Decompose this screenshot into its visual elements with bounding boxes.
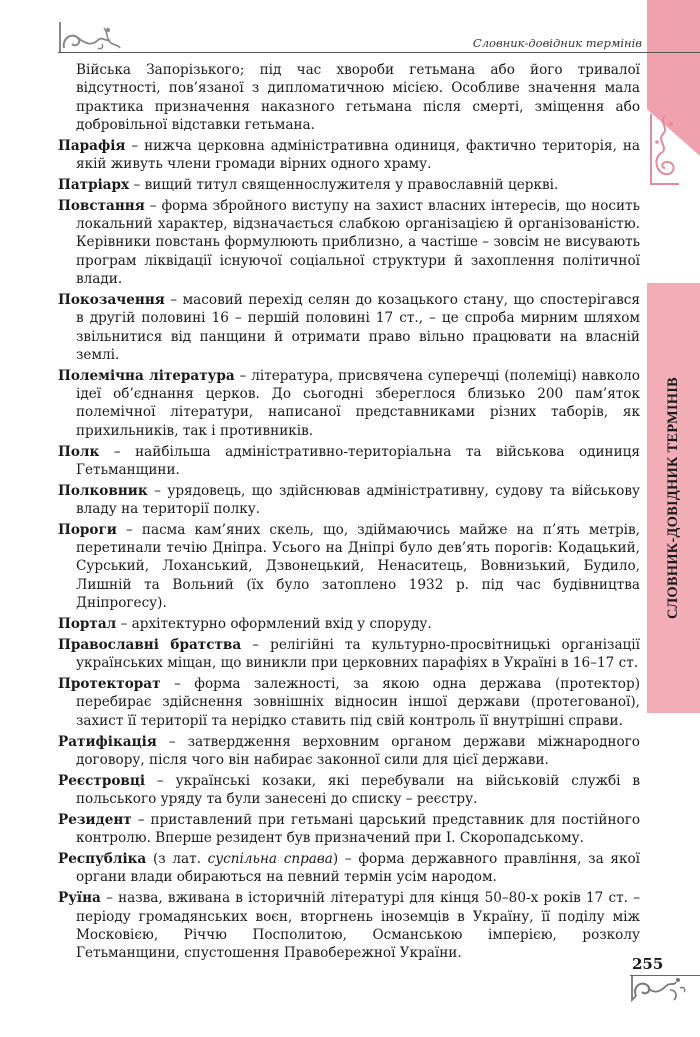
entry-term: Пороги bbox=[58, 521, 117, 538]
entry-definition: – найбільша адміністративно-територіальна та військова одиниця Гетьманщини. bbox=[76, 443, 640, 478]
glossary-entry-continuation bbox=[58, 61, 640, 134]
entry-definition: – масовий перехід селян до козацького стану, що спостерігався в другій половині 16 – першій половині 17 ст., – це спроба мирним шляхом звільнитися від панщини й отримати право вільно працювати на власній землі. bbox=[76, 291, 640, 363]
entry-definition: Війська Запорізького; під час хвороби гетьмана або його тривалої відсутності, пов’язаної з дипломатичною місією. Особливе значення мала практика призначення наказного гетьмана після смерті, зміщення або добровільної відставки гетьмана. bbox=[76, 62, 640, 133]
entry-term: Резидент bbox=[58, 811, 132, 828]
entry-term: Ратифікація bbox=[58, 733, 157, 750]
header-rule bbox=[58, 52, 700, 53]
side-tab-label: СЛОВНИК-ДОВІДНИК ТЕРМІНІВ bbox=[665, 377, 681, 619]
entry-definition: – література, присвячена суперечці (полеміці) навколо ідеї об’єднання церков. До сьогодні збереглося близько 200 пам’яток полемічної літератури, написаної представниками різних таборів, як прихильників, так і противників. bbox=[76, 367, 640, 439]
glossary-entry bbox=[58, 733, 640, 770]
floral-ornament-icon bbox=[649, 112, 681, 186]
entry-term: Республіка bbox=[58, 851, 147, 868]
entry-term: Реєстровці bbox=[58, 772, 146, 789]
entry-definition: ) – форма державного правління, за якої органи влади обираються на певний термін усім народом. bbox=[76, 851, 641, 886]
glossary-entry bbox=[58, 675, 640, 730]
entry-term: Портал bbox=[58, 615, 117, 632]
entry-term: Покозачення bbox=[58, 291, 165, 308]
entry-term: Полковник bbox=[58, 482, 148, 499]
entry-definition: – урядовець, що здійснював адміністративну, судову та військову владу на території полку. bbox=[76, 482, 640, 517]
entry-definition: – вищий титул священнослужителя у православній церкві. bbox=[129, 176, 559, 193]
entry-definition: – затвердження верховним органом держави міжнародного договору, після чого він набирає законної сили для цієї держави. bbox=[76, 733, 640, 768]
glossary-entry bbox=[58, 811, 640, 848]
floral-ornament-icon bbox=[58, 20, 128, 54]
entry-term: Парафія bbox=[58, 137, 126, 154]
entry-term: Полемічна література bbox=[58, 367, 235, 384]
entry-term: Православні братства bbox=[58, 636, 242, 653]
entry-term: Руїна bbox=[58, 890, 101, 907]
entry-definition: – релігійні та культурно-просвітницькі організації українських міщан, що виникли при церковних парафіях в Україні в 16–17 ст. bbox=[76, 636, 640, 672]
entry-definition: – приставлений при гетьмані царський представник для постійного контролю. Вперше резидент був призначений при І. Скоропадському. bbox=[76, 811, 640, 847]
glossary-entry bbox=[58, 850, 640, 887]
glossary-entry bbox=[58, 482, 640, 519]
glossary-entry bbox=[58, 291, 640, 364]
entry-definition: – форма залежності, за якою одна держава (протектор) перебирає здійснення зовнішніх відносин іншої держави (протегованої), захист її території та нерідко ставить під свій контроль її внутрішні справи. bbox=[76, 676, 640, 729]
glossary-entry bbox=[58, 636, 640, 673]
entry-term: Полк bbox=[58, 443, 100, 460]
entry-definition-italic: суспільна справа bbox=[207, 851, 333, 868]
glossary-entry bbox=[58, 443, 640, 480]
glossary-entry bbox=[58, 889, 640, 962]
running-header-title: Словник-довідник термінів bbox=[472, 36, 642, 50]
entry-definition: – форма збройного виступу на захист власних інтересів, що носить локальний характер, відзначається слабкою організацією й організованістю. Керівники повстань формулюють приблизно, а частіше – зовсім не висувають програм ліквідації існуючої соціальної структури й захоплення політичної влади. bbox=[76, 197, 640, 288]
glossary-entry bbox=[58, 176, 640, 194]
entry-term: Повстання bbox=[58, 197, 145, 214]
glossary-entry bbox=[58, 197, 640, 288]
entry-term: Протекторат bbox=[58, 676, 161, 693]
section-side-tab bbox=[647, 283, 700, 713]
glossary-content bbox=[58, 61, 640, 965]
page-number: 255 bbox=[632, 955, 664, 973]
entry-definition: – архітектурно оформлений вхід у споруду. bbox=[116, 615, 432, 632]
entry-definition: – пасма кам’яних скель, що, здіймаючись майже на п’ять метрів, перетинали течію Дніпра. Усього на Дніпрі було дев’ять порогів: Кодацький, Сурський, Лоханський, Дзвонецький, Ненаситець, Вовнизький, Будило, Лишній та Вольний (їх було затоплено 1932 р. під час будівництва Дніпрогесу). bbox=[76, 521, 640, 612]
floral-ornament-icon bbox=[630, 976, 690, 1004]
entry-term: Патріарх bbox=[58, 176, 130, 193]
entry-definition-pre: (з лат. bbox=[146, 851, 208, 868]
entry-definition: – українські козаки, які перебували на військовій службі в польського уряду та були занесені до списку – реєстру. bbox=[76, 772, 640, 807]
entry-definition: – назва, вживана в історичній літературі для кінця 50–80-х років 17 ст. – періоду громадянських воєн, вторгнень іноземців в Україну, її поділу між Московією, Річчю Посполитою, Османською імперією, розколу Гетьманщини, спустошення Правобережної України. bbox=[76, 890, 640, 962]
glossary-entry bbox=[58, 137, 640, 174]
glossary-entry bbox=[58, 615, 640, 633]
glossary-entry bbox=[58, 521, 640, 612]
glossary-entry bbox=[58, 367, 640, 440]
entry-definition: – нижча церковна адміністративна одиниця, фактично територія, на якій живуть члени громади вірних одного храму. bbox=[76, 137, 640, 173]
glossary-entry bbox=[58, 772, 640, 809]
